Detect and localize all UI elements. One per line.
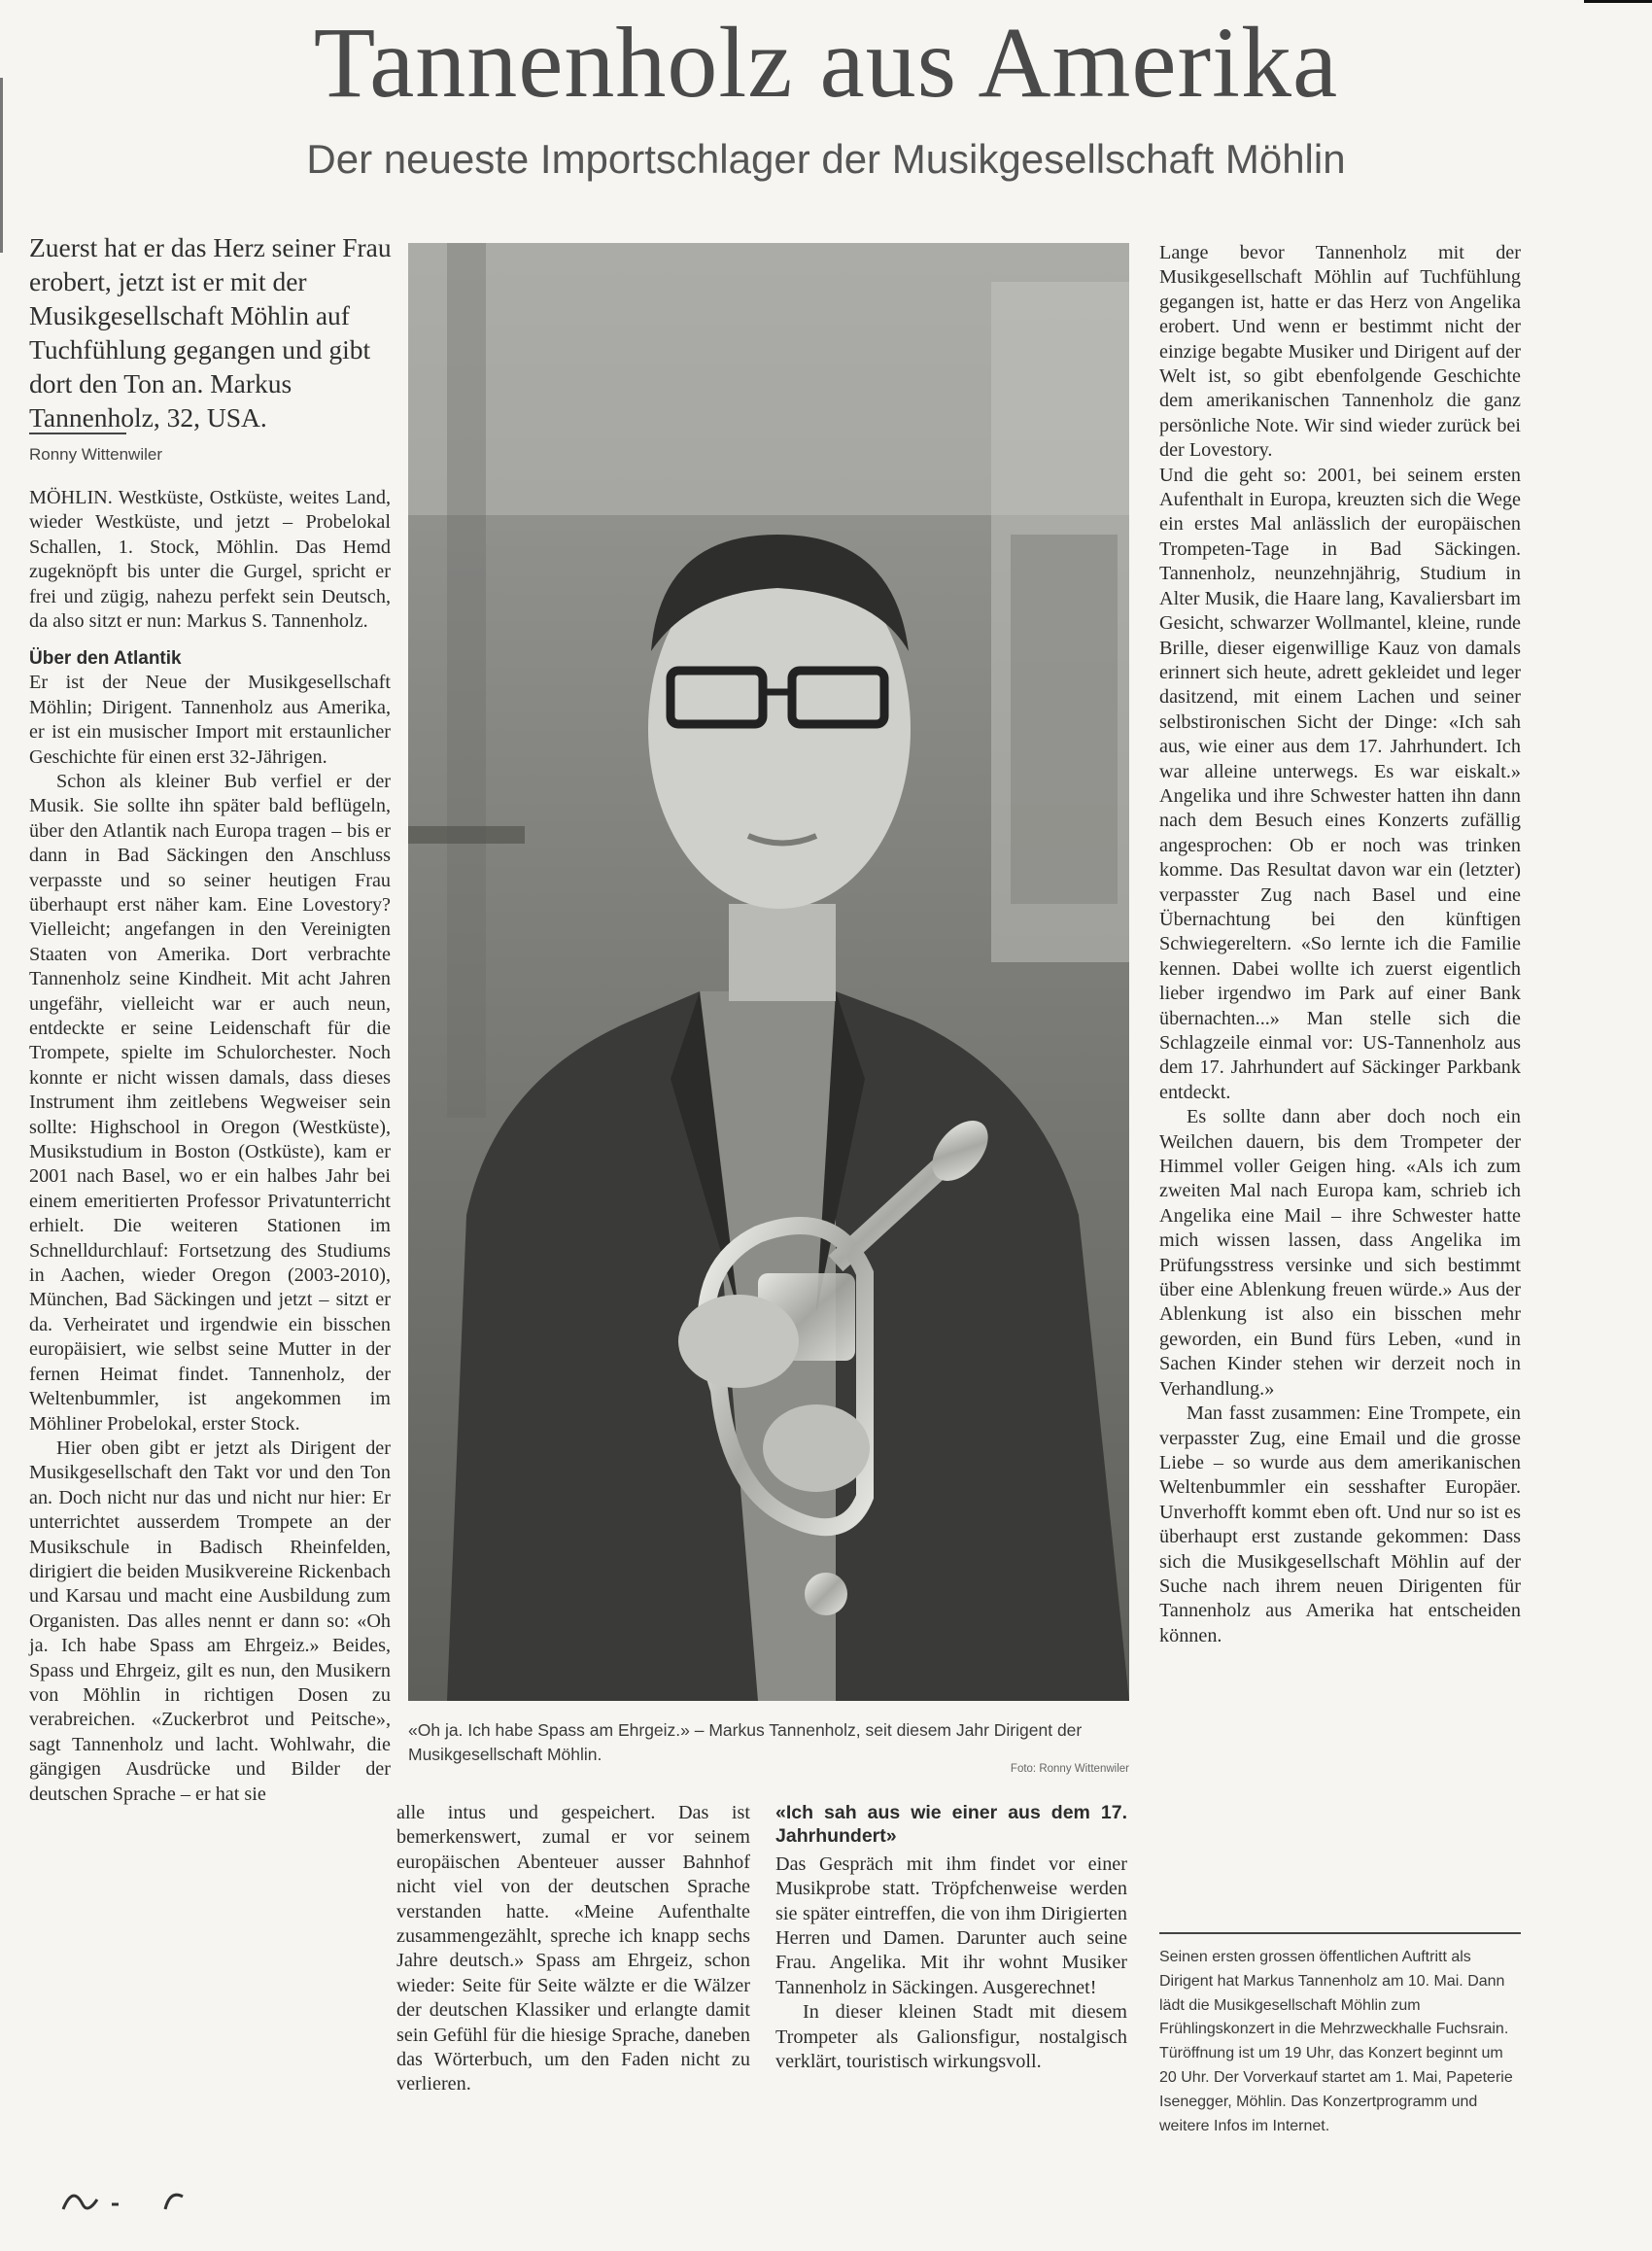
event-info-box: Seinen ersten grossen öffentlichen Auftritt als Dirigent hat Markus Tannenholz am 10. Mai. Dann lädt die Musikgesellschaft Möhlin zum Frühlingskonzert in die Mehrzweckhalle Fuchsrain. Türöffnung ist um 19 Uhr, das Konzert beginnt um 20 Uhr. Der Vorverkauf startet am 1. Mai, Papeterie Isenegger, Möhlin. Das Konzertprogramm und weitere Infos im Internet.: [1159, 1932, 1521, 2138]
section-subhead: «Ich sah aus wie einer aus dem 17. Jahrhundert»: [775, 1802, 1127, 1848]
column-4: [1159, 241, 1521, 1648]
portrait-photo: [408, 243, 1129, 1701]
article-subheadline: Der neueste Importschlager der Musikgesellschaft Möhlin: [306, 136, 1346, 182]
article-headline: Tannenholz aus Amerika: [313, 7, 1339, 119]
paragraph: MÖHLIN. Westküste, Ostküste, weites Land, wieder Westküste, und jetzt – Probelokal Schallen, 1. Stock, Möhlin. Das Hemd zugeknöpft bis unter die Gurgel, spricht er frei und zügig, nahezu perfekt sein Deutsch, da also sitzt er nun: Markus S. Tannenholz.: [29, 487, 391, 633]
column-3: [775, 1801, 1127, 2074]
paragraph: alle intus und gespeichert. Das ist bemerkenswert, zumal er vor seinem europäischen Abenteuer ausser Bahnhof nicht viel von der deutschen Sprache verstanden hatte. «Meine Aufenthalte zusammengezählt, spreche ich knapp sechs Jahre deutsch.» Spass am Ehrgeiz, schon wieder: Seite für Seite wälzte er die Wälzer der deutschen Klassiker und erlangte damit sein Gefühl für die hiesige Sprache, daneben das Wörterbuch, um den Faden nicht zu verlieren.: [396, 1802, 750, 2095]
paragraph: Und die geht so: 2001, bei seinem ersten Aufenthalt in Europa, kreuzten sich die Wege ein erstes Mal anlässlich der europäischen Trompeten-Tage in Bad Säckingen. Tannenholz, neunzehnjährig, Studium in Alter Musik, die Haare lang, Kavaliersbart im Gesicht, schwarzer Wollmantel, kleine, runde Brille, dieser eigenwillige Kauz von damals erinnert sich heute, adrett gekleidet und leger dasitzend, mit einem Lachen und seiner selbstironischen Sicht der Dinge: «Ich sah aus, wie einer aus dem 17. Jahrhundert. Ich war alleine unterwegs. Es war eiskalt.» Angelika und ihre Schwester hatten ihn dann nach dem Besuch eines Konzerts zufällig angesprochen: Ob er noch was trinken komme. Das Resultat davon war ein (letzter) verpasster Zug nach Basel und eine Übernachtung bei den künftigen Schwiegereltern. «So lernte ich die Familie kennen. Dabei wollte ich zuerst eigentlich lieber irgendwo im Park auf einer Bank übernachten...» Man stelle sich die Schlagzeile einmal vor: US-Tannenholz aus dem 17. Jahrhundert auf Säckinger Parkbank entdeckt.: [1159, 464, 1521, 1103]
column-1: [29, 486, 391, 1807]
paragraph: Es sollte dann aber doch noch ein Weilchen dauern, bis dem Trompeter der Himmel voller Geigen hing. «Als ich zum zweiten Mal nach Europa kam, schrieb ich Angelika eine Mail – ihre Schwester hatte mich wissen lassen, dass Angelika im Prüfungsstress versinke und sich bestimmt über eine Ablenkung freuen würde.» Aus der Ablenkung ist also ein bisschen mehr geworden, ein Bund fürs Leben, «und in Sachen Kinder stehen wir derzeit noch in Verhandlung.»: [1159, 1106, 1521, 1400]
paragraph: Das Gespräch mit ihm findet vor einer Musikprobe statt. Tröpfchenweise werden sie später eintreffen, die von ihm Dirigierten Herren und Damen. Darunter auch seine Frau. Angelika. Mit ihr wohnt Musiker Tannenholz in Säckingen. Ausgerechnet!: [775, 1853, 1127, 1998]
paragraph: Hier oben gibt er jetzt als Dirigent der Musikgesellschaft den Takt vor und den Ton an. Doch nicht nur das und nicht nur hier: Er unterrichtet ausserdem Trompete an der Musikschule in Badisch Rheinfelden, dirigiert die beiden Musikvereine Rickenbach und Karsau und macht eine Ausbildung zum Organisten. Das alles nennt er dann so: «Oh ja. Ich habe Spass am Ehrgeiz.» Beides, Spass und Ehrgeiz, gilt es nun, den Musikern von Möhlin in richtigen Dosen zu verabreichen. «Zuckerbrot und Peitsche», sagt Tannenholz und lacht. Wohlwahr, die gängigen Ausdrücke und Bilder der deutschen Sprache – er hat sie: [29, 1437, 391, 1805]
photo-caption: «Oh ja. Ich habe Spass am Ehrgeiz.» – Markus Tannenholz, seit diesem Jahr Dirigent der Musikgesellschaft Möhlin.: [408, 1720, 1083, 1764]
paragraph: Er ist der Neue der Musikgesellschaft Möhlin; Dirigent. Tannenholz aus Amerika, er ist ein musischer Import mit erstaunlicher Geschichte für einen erst 32-Jährigen.: [29, 672, 391, 768]
section-subhead: Über den Atlantik: [29, 648, 182, 670]
corner-mark: [1584, 0, 1652, 3]
paragraph: Schon als kleiner Bub verfiel er der Musik. Sie sollte ihn später bald beflügeln, über den Atlantik nach Europa tragen – bis er dann in Bad Säckingen den Anschluss verpasste und so seiner heutigen Frau überhaupt erst näher kam. Eine Lovestory? Vielleicht; angefangen in den Vereinigten Staaten von Amerika. Dort verbrachte Tannenholz seine Kindheit. Mit acht Jahren ungefähr, vielleicht war er auch neun, entdeckte er seine Leidenschaft für die Trompete, spielte im Schulorchester. Noch konnte er nicht wissen damals, dass dieses Instrument ihm zeitlebens Wegweiser sein sollte: Highschool in Oregon (Westküste), Musikstudium in Boston (Ostküste), kam er 2001 nach Basel, wo er ein halbes Jahr bei einem emeritierten Professor Privatunterricht erhielt. Die weiteren Stationen im Schnelldurchlauf: Fortsetzung des Studiums in Aachen, wieder Oregon (2003-2010), München, Bad Säckingen und jetzt – sitzt er da. Verheiratet und irgendwie ein bisschen europäisiert, wie selbst seine Mutter in der fernen Heimat findet. Tannenholz, der Weltenbummler, ist angekommen im Möhliner Probelokal, erster Stock.: [29, 770, 391, 1435]
handwritten-scribble: [58, 2175, 214, 2229]
article-lead: Zuerst hat er das Herz seiner Frau erobert, jetzt ist er mit der Musikgesellschaft Möhlin auf Tuchfühlung gegangen und gibt dort den Ton an. Markus Tannenholz, 32, USA.: [29, 232, 392, 433]
photo-illustration: [408, 243, 1129, 1701]
photo-credit: Foto: Ronny Wittenwiler: [1010, 1763, 1129, 1775]
paragraph: Man fasst zusammen: Eine Trompete, ein verpasster Zug, eine Email und die grosse Liebe – so wurde aus dem amerikanischen Weltenbummler ein sesshafter Europäer. Unverhofft kommt eben oft. Und nur so ist es überhaupt erst zustande gekommen: Dass sich die Musikgesellschaft Möhlin auf der Suche nach ihrem neuen Dirigenten für Tannenholz aus Amerika hat entscheiden können.: [1159, 1403, 1521, 1646]
lead-divider: [29, 433, 126, 434]
column-2: [396, 1801, 750, 2097]
paragraph: In dieser kleinen Stadt mit diesem Trompeter als Galionsfigur, nostalgisch verklärt, touristisch wirkungsvoll.: [775, 2001, 1127, 2072]
author-byline: Ronny Wittenwiler: [29, 445, 162, 464]
paragraph: Lange bevor Tannenholz mit der Musikgesellschaft Möhlin auf Tuchfühlung gegangen ist, hatte er das Herz von Angelika erobert. Und wenn er bestimmt nicht der einzige begabte Musiker und Dirigent auf der Welt ist, so gibt ebenfolgende Geschichte dem amerikanischen Tannenholz die ganz persönliche Note. Wir sind wieder zurück bei der Lovestory.: [1159, 242, 1521, 462]
